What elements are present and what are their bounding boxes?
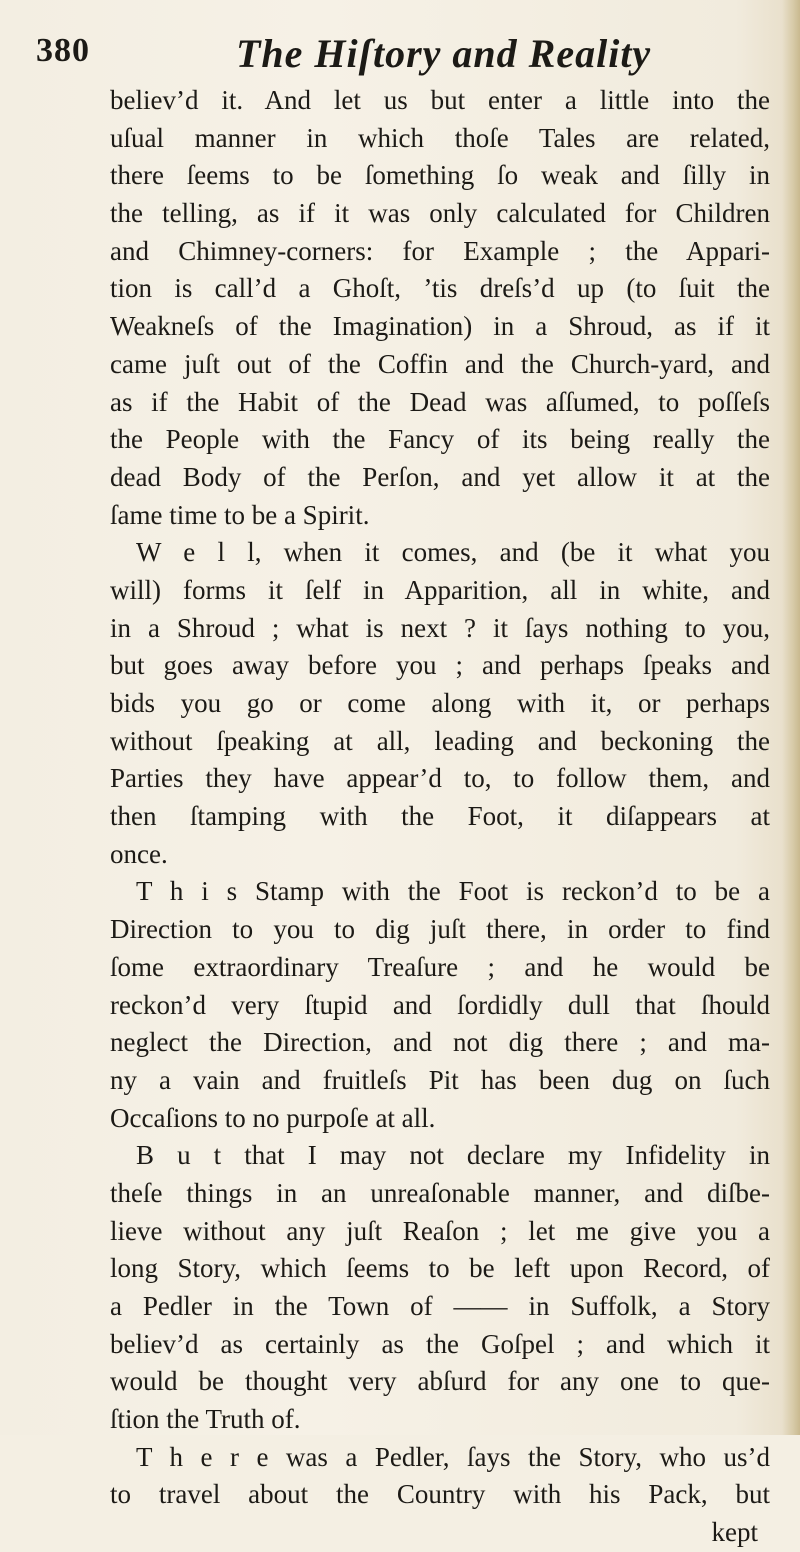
text-line: would be thought very abſurd for any one to que- bbox=[110, 1366, 770, 1397]
text-line: ny a vain and fruitleſs Pit has been dug on ſuch bbox=[110, 1064, 770, 1095]
text-line: kept bbox=[711, 1517, 758, 1548]
text-line: tion is call’d a Ghoſt, ’tis dreſs’d up (to ſuit the bbox=[110, 273, 770, 304]
text-line: believ’d as certainly as the Goſpel ; and which it bbox=[110, 1328, 770, 1359]
text-line: ſome extraordinary Treaſure ; and he would be bbox=[110, 951, 770, 982]
text-line: but goes away before you ; and perhaps ſpeaks and bbox=[110, 650, 770, 681]
text-line: reckon’d very ſtupid and ſordidly dull that ſhould bbox=[110, 989, 770, 1020]
text-line: in a Shroud ; what is next ? it ſays nothing to you, bbox=[110, 612, 770, 643]
text-line: the People with the Fancy of its being really the bbox=[110, 424, 770, 455]
text-line: theſe things in an unreaſonable manner, and diſbe- bbox=[110, 1177, 770, 1208]
text-line: as if the Habit of the Dead was aſſumed, to poſſeſs bbox=[110, 386, 770, 417]
text-line: Occaſions to no purpoſe at all. bbox=[110, 1102, 436, 1133]
text-line: will) forms it ſelf in Apparition, all in white, and bbox=[110, 574, 770, 605]
running-head bbox=[36, 30, 776, 80]
text-line: long Story, which ſeems to be left upon Record, of bbox=[110, 1253, 770, 1284]
text-line: dead Body of the Perſon, and yet allow it at the bbox=[110, 461, 770, 492]
text-line: neglect the Direction, and not dig there ; and ma- bbox=[110, 1027, 770, 1058]
text-line: lieve without any juſt Reaſon ; let me give you a bbox=[110, 1215, 770, 1246]
running-title: The Hiſtory and Reality bbox=[236, 31, 652, 76]
text-line: T h e r e was a Pedler, ſays the Story, who us’d bbox=[136, 1441, 770, 1472]
text-line: Parties they have appear’d to, to follow them, and bbox=[110, 763, 770, 794]
page-edge-shadow bbox=[782, 0, 800, 1435]
text-line: without ſpeaking at all, leading and beckoning the bbox=[110, 725, 770, 756]
text-line: bids you go or come along with it, or perhaps bbox=[110, 688, 770, 718]
text-line: ſtion the Truth of. bbox=[110, 1404, 301, 1435]
text-line: Direction to you to dig juſt there, in order to find bbox=[110, 914, 770, 945]
body-text bbox=[110, 82, 770, 1552]
text-line: and Chimney-corners: for Example ; the Appari- bbox=[110, 235, 770, 266]
text-line: once. bbox=[110, 838, 168, 869]
text-line: there ſeems to be ſomething ſo weak and ſilly in bbox=[110, 160, 770, 191]
text-line: came juſt out of the Coffin and the Church-yard, and bbox=[110, 348, 770, 379]
text-line: then ſtamping with the Foot, it diſappears at bbox=[110, 801, 770, 832]
text-line: T h i s Stamp with the Foot is reckon’d to be a bbox=[136, 876, 770, 907]
text-line: the telling, as if it was only calculated for Children bbox=[110, 198, 770, 229]
text-line: Weakneſs of the Imagination) in a Shroud, as if it bbox=[110, 311, 770, 342]
text-line: uſual manner in which thoſe Tales are related, bbox=[110, 122, 770, 153]
text-line: ſame time to be a Spirit. bbox=[110, 499, 370, 530]
page-number: 380 bbox=[36, 32, 90, 69]
text-line: W e l l, when it comes, and (be it what you bbox=[136, 537, 770, 568]
text-line: a Pedler in the Town of —— in Suffolk, a Story bbox=[110, 1291, 770, 1321]
text-line: B u t that I may not declare my Infidelity in bbox=[136, 1140, 770, 1171]
text-line: believ’d it. And let us but enter a little into the bbox=[110, 85, 770, 115]
text-line: to travel about the Country with his Pack, but bbox=[110, 1479, 770, 1510]
